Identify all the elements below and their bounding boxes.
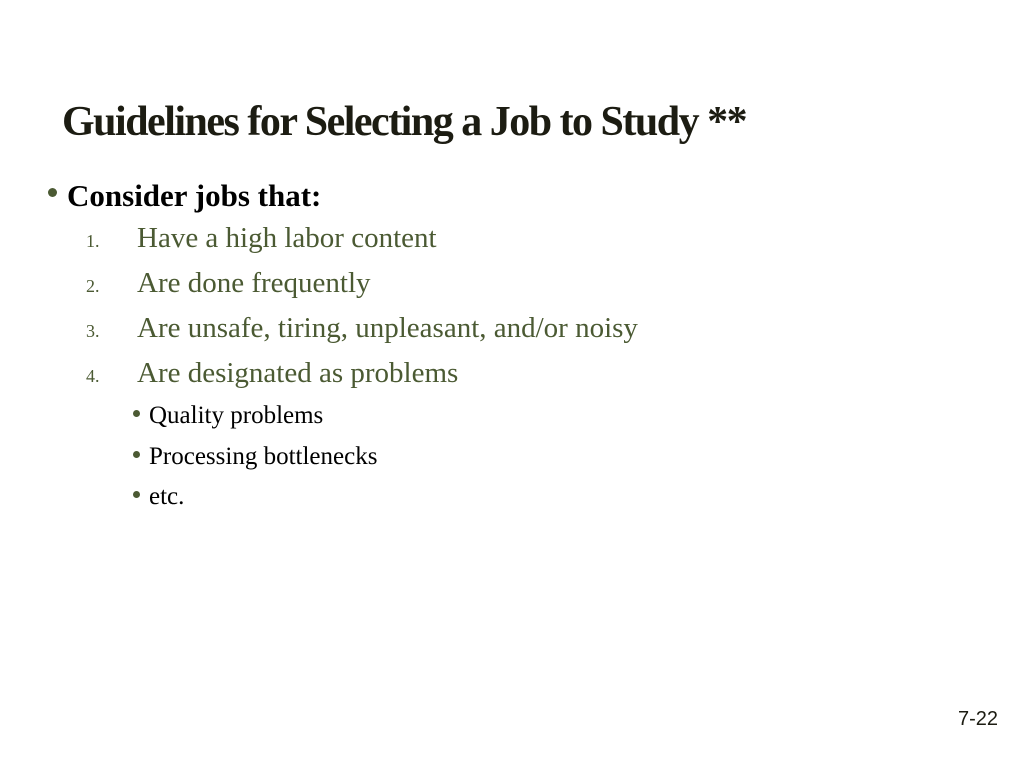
main-bullet-text: Consider jobs that: xyxy=(67,178,322,213)
list-item-text: Have a high labor content xyxy=(137,222,437,254)
numbered-list-item xyxy=(48,267,988,312)
numbered-list-item xyxy=(48,222,988,267)
bullet-icon xyxy=(48,188,57,197)
list-item-text: Are designated as problems xyxy=(137,357,459,389)
list-number: 4. xyxy=(86,366,100,386)
list-item-text: Are done frequently xyxy=(137,267,371,299)
page-number: 7-22 xyxy=(957,708,998,730)
bullet-icon xyxy=(133,491,140,498)
sub-bullet-text: Quality problems xyxy=(149,402,324,429)
numbered-list-item xyxy=(48,312,988,357)
numbered-list xyxy=(48,222,988,402)
main-bullet-item xyxy=(48,178,988,222)
numbered-list-item xyxy=(48,357,988,402)
sub-bullet-text: etc. xyxy=(149,483,185,510)
sub-bullet-item xyxy=(48,443,988,484)
list-number: 2. xyxy=(86,276,100,296)
list-number: 3. xyxy=(86,321,100,341)
sub-bullet-item xyxy=(48,483,988,524)
slide-title: Guidelines for Selecting a Job to Study ** xyxy=(62,99,747,145)
bullet-icon xyxy=(133,410,140,417)
bullet-icon xyxy=(133,451,140,458)
sub-bullet-item xyxy=(48,402,988,443)
slide-body xyxy=(48,178,988,524)
sub-bullet-list xyxy=(48,402,988,524)
list-item-text: Are unsafe, tiring, unpleasant, and/or noisy xyxy=(137,312,638,344)
sub-bullet-text: Processing bottlenecks xyxy=(149,442,378,470)
list-number: 1. xyxy=(86,231,100,251)
